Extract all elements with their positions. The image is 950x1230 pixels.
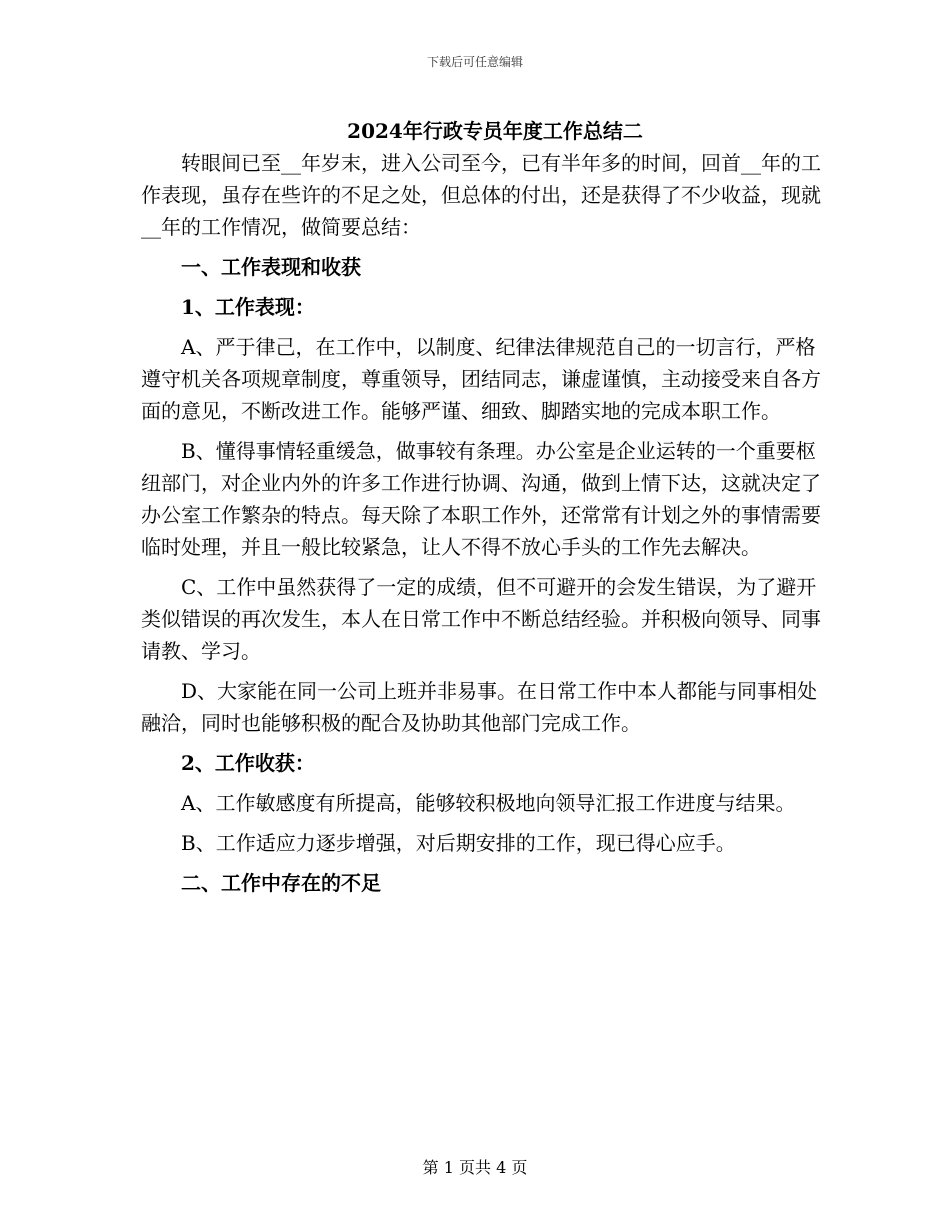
subheading-work-performance: 1、工作表现： [181,295,315,319]
document-body [141,147,821,899]
subheading-work-gains: 2、工作收获： [181,751,315,775]
intro-paragraph: 转眼间已至__年岁末，进入公司至今，已有半年多的时间，回首__年的工作表现，虽存在些许的不足之处，但总体的付出，还是获得了不少收益，现就__年的工作情况，做简要总结： [141,151,821,239]
document-title: 2024年行政专员年度工作总结二 [347,119,643,143]
paragraph-gain-a: A、工作敏感度有所提高，能够较积极地向领导汇报工作进度与结果。 [181,791,796,815]
page-header-note: 下载后可任意编辑 [426,55,523,69]
section-heading-2: 二、工作中存在的不足 [181,871,381,895]
paragraph-item-d: D、大家能在同一公司上班并非易事。在日常工作中本人都能与同事相处融洽，同时也能够积极的配合及协助其他部门完成工作。 [141,679,818,735]
page-footer: 第 1 页共 4 页 [422,1158,528,1177]
section-heading-1: 一、工作表现和收获 [181,255,361,279]
paragraph-item-c: C、工作中虽然获得了一定的成绩，但不可避开的会发生错误，为了避开类似错误的再次发生，本人在日常工作中不断总结经验。并积极向领导、同事请教、学习。 [141,575,821,663]
paragraph-item-b: B、懂得事情轻重缓急，做事较有条理。办公室是企业运转的一个重要枢纽部门，对企业内外的许多工作进行协调、沟通，做到上情下达，这就决定了办公室工作繁杂的特点。每天除了本职工作外，还常常有计划之外的事情需要临时处理，并且一般比较紧急，让人不得不放心手头的工作先去解决。 [141,439,821,559]
paragraph-item-a: A、严于律己，在工作中，以制度、纪律法律规范自己的一切言行，严格遵守机关各项规章制度，尊重领导，团结同志，谦虚谨慎，主动接受来自各方面的意见，不断改进工作。能够严谨、细致、脚踏实地的完成本职工作。 [141,335,821,423]
paragraph-gain-b: B、工作适应力逐步增强，对后期安排的工作，现已得心应手。 [181,831,736,855]
